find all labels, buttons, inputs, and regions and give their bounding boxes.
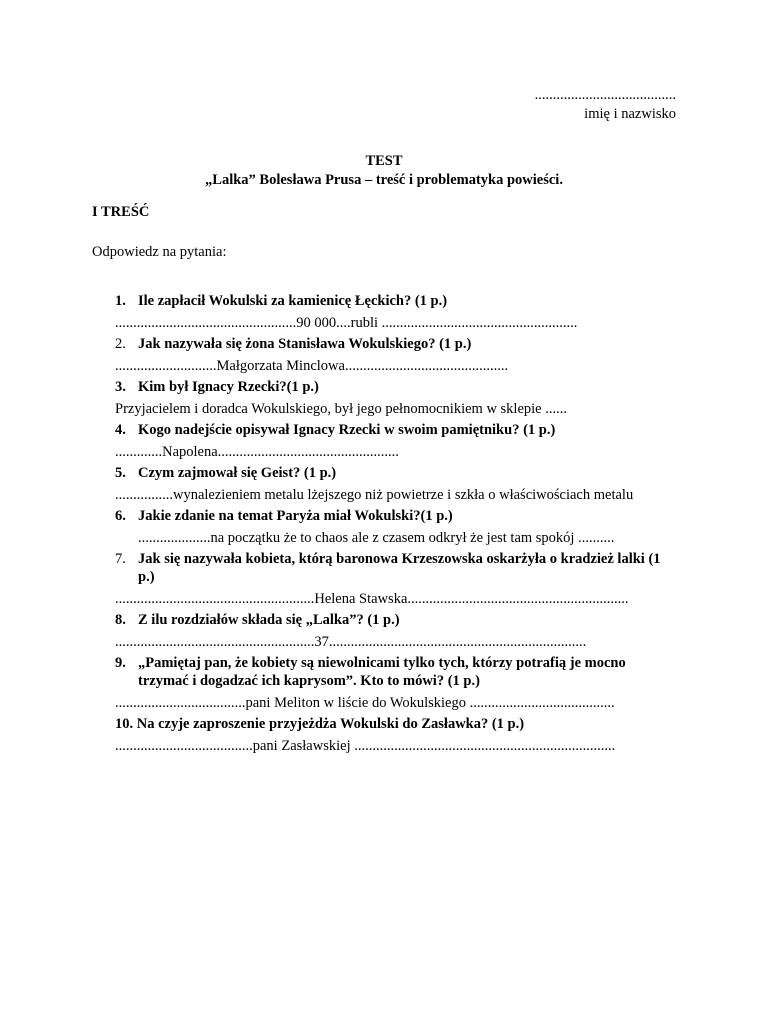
name-signature-block (535, 86, 676, 124)
question-item (115, 335, 675, 375)
answer-text: ....................na początku że to chaos ale z czasem odkrył że jest tam spokój .......... (138, 530, 615, 546)
question-text: Jak nazywała się żona Stanisława Wokulskiego? (1 p.) (138, 336, 472, 352)
question-text: Kogo nadejście opisywał Ignacy Rzecki w swoim pamiętniku? (1 p.) (138, 422, 556, 438)
question-number: 1. (115, 293, 126, 309)
question-number: 5. (115, 465, 126, 481)
question-item (115, 550, 675, 608)
name-label: imię i nazwisko (584, 106, 676, 122)
question-text: „Pamiętaj pan, że kobiety są niewolnicami tylko tych, którzy potrafią je mocno trzymać i dogadzać ich kaprysom”. Kto to mówi? (1 p.) (138, 655, 626, 689)
section-heading: I TREŚĆ (92, 204, 150, 220)
question-text: Czym zajmował się Geist? (1 p.) (138, 465, 337, 481)
answer-text: .......................................................37....................................................................... (115, 634, 587, 650)
test-title: TEST (365, 153, 403, 169)
question-item (115, 378, 675, 418)
answer-text: ............................Małgorzata Minclowa............................................. (115, 358, 509, 374)
answer-text: ......................................pani Zasławskiej ........................................................................ (115, 738, 616, 754)
question-item (115, 654, 675, 712)
question-item (115, 715, 675, 755)
question-number: 9. (115, 655, 126, 671)
question-text: Kim był Ignacy Rzecki?(1 p.) (138, 379, 319, 395)
answer-text: Przyjacielem i doradca Wokulskiego, był jego pełnomocnikiem w sklepie ...... (115, 401, 567, 417)
question-number: 8. (115, 612, 126, 628)
answer-text: .......................................................Helena Stawska............................................................. (115, 591, 629, 607)
question-text: Jakie zdanie na temat Paryża miał Wokulski?(1 p.) (138, 508, 453, 524)
question-item (115, 507, 675, 547)
answer-text: .............Napolena.................................................. (115, 444, 399, 460)
question-item (115, 464, 675, 504)
question-item (115, 611, 675, 651)
answer-text: ................wynalezieniem metalu lżejszego niż powietrze i szkła o właściwościach metalu (115, 487, 634, 503)
question-number: 6. (115, 508, 126, 524)
question-number: 10. (115, 716, 134, 732)
question-text: Jak się nazywała kobieta, którą baronowa Krzeszowska oskarżyła o kradzież lalki (1 p.) (138, 551, 661, 585)
question-number: 4. (115, 422, 126, 438)
question-item (115, 421, 675, 461)
question-text: Z ilu rozdziałów składa się „Lalka”? (1 p.) (138, 612, 400, 628)
question-item (115, 292, 675, 332)
answer-text: ..................................................90 000....rubli ...................................................... (115, 315, 578, 331)
question-text: Ile zapłacił Wokulski za kamienicę Łęckich? (1 p.) (138, 293, 448, 309)
question-list (115, 292, 675, 758)
test-title-block (0, 152, 768, 190)
answer-text: ....................................pani Meliton w liście do Wokulskiego ........................................ (115, 695, 615, 711)
question-text: Na czyje zaproszenie przyjeżdża Wokulski do Zasławka? (1 p.) (136, 716, 525, 732)
name-blank-line: ....................................... (534, 87, 676, 103)
instruction-text: Odpowiedz na pytania: (92, 244, 227, 260)
test-subtitle: „Lalka” Bolesława Prusa – treść i problematyka powieści. (205, 172, 563, 188)
question-number: 2. (115, 336, 126, 352)
question-number: 3. (115, 379, 126, 395)
question-number: 7. (115, 551, 126, 567)
